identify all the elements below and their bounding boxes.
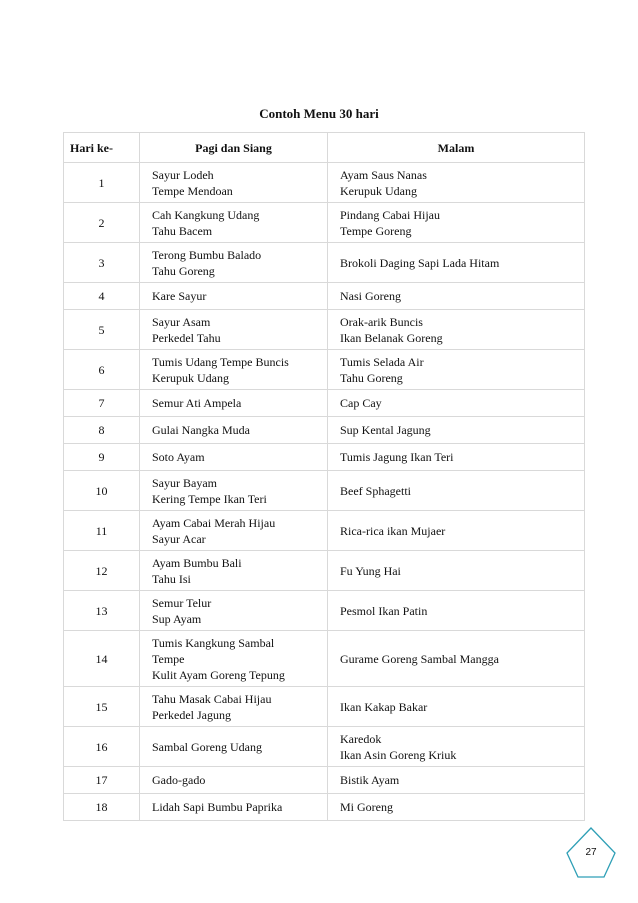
lunch-dish: Gado-gado [152,773,206,787]
dinner-dish: Beef Sphagetti [340,483,411,498]
dinner-cell [328,310,585,350]
day-number-cell: 5 [64,310,140,350]
lunch-dish: Terong Bumbu Balado [152,247,262,262]
lunch-dish: Kerupuk Udang [152,370,229,385]
dinner-dish: Pindang Cabai Hijau [340,207,440,222]
lunch-cell [140,444,328,471]
table-row [64,471,585,511]
day-number-cell: 3 [64,243,140,283]
lunch-dish: Tumis Udang Tempe Buncis [152,354,289,369]
table-row [64,417,585,444]
lunch-cell [140,283,328,310]
dinner-cell [328,283,585,310]
lunch-dish: Tahu Bacem [152,223,213,238]
lunch-dish: Sayur Lodeh [152,167,214,182]
lunch-dish: Soto Ayam [152,450,205,464]
lunch-dish: Kering Tempe Ikan Teri [152,491,267,506]
table-row [64,727,585,767]
day-number-cell: 9 [64,444,140,471]
table-row [64,390,585,417]
dinner-dish: Gurame Goreng Sambal Mangga [340,651,499,666]
dinner-dish: Kerupuk Udang [340,183,417,198]
page-number: 27 [585,847,597,858]
lunch-cell [140,631,328,687]
lunch-cell [140,687,328,727]
dinner-dish: Sup Kental Jagung [340,423,431,437]
table-row [64,631,585,687]
dinner-dish: Brokoli Daging Sapi Lada Hitam [340,255,500,270]
dinner-dish: Cap Cay [340,396,382,410]
lunch-cell [140,163,328,203]
menu-table-body [64,163,585,821]
table-row [64,591,585,631]
lunch-dish: Sup Ayam [152,611,202,626]
dinner-cell [328,350,585,390]
table-row [64,444,585,471]
lunch-dish: Kulit Ayam Goreng Tepung [152,667,285,682]
lunch-dish: Lidah Sapi Bumbu Paprika [152,800,283,814]
day-number-cell: 11 [64,511,140,551]
table-row [64,511,585,551]
dinner-dish: Ikan Kakap Bakar [340,699,428,714]
menu-table [63,132,585,821]
lunch-dish: Sayur Acar [152,531,206,546]
lunch-cell [140,350,328,390]
dinner-dish: Tempe Goreng [340,223,412,238]
day-number-cell: 15 [64,687,140,727]
lunch-dish: Sayur Bayam [152,475,217,490]
dinner-dish: Orak-arik Buncis [340,314,423,329]
lunch-dish: Ayam Cabai Merah Hijau [152,515,276,530]
lunch-cell [140,243,328,283]
lunch-dish: Perkedel Jagung [152,707,231,722]
dinner-cell [328,163,585,203]
dinner-dish: Karedok [340,731,382,746]
dinner-dish: Tumis Selada Air [340,354,424,369]
lunch-dish: Cah Kangkung Udang [152,207,260,222]
dinner-cell [328,444,585,471]
dinner-dish: Fu Yung Hai [340,563,401,578]
dinner-cell [328,417,585,444]
lunch-cell [140,727,328,767]
day-number-cell: 12 [64,551,140,591]
lunch-cell [140,390,328,417]
lunch-cell [140,471,328,511]
day-number-cell: 6 [64,350,140,390]
dinner-cell [328,794,585,821]
day-number-cell: 1 [64,163,140,203]
table-row [64,767,585,794]
day-number-cell: 16 [64,727,140,767]
lunch-cell [140,551,328,591]
day-number-cell: 18 [64,794,140,821]
lunch-dish: Gulai Nangka Muda [152,423,250,437]
dinner-cell [328,511,585,551]
lunch-cell [140,767,328,794]
day-number-cell: 2 [64,203,140,243]
page-title: Contoh Menu 30 hari [259,106,379,121]
lunch-dish: Kare Sayur [152,289,207,303]
dinner-cell [328,591,585,631]
day-number-cell: 17 [64,767,140,794]
lunch-dish: Sambal Goreng Udang [152,739,262,754]
header-day: Hari ke- [64,133,140,163]
table-row [64,350,585,390]
dinner-cell [328,243,585,283]
table-header-row [64,133,585,163]
table-row [64,687,585,727]
dinner-cell [328,203,585,243]
day-number-cell: 13 [64,591,140,631]
dinner-cell [328,471,585,511]
lunch-dish: Ayam Bumbu Bali [152,555,242,570]
dinner-dish: Mi Goreng [340,800,393,814]
dinner-dish: Ikan Belanak Goreng [340,330,443,345]
lunch-cell [140,417,328,444]
lunch-cell [140,203,328,243]
day-number-cell: 4 [64,283,140,310]
table-row [64,203,585,243]
lunch-cell [140,591,328,631]
table-row [64,243,585,283]
dinner-dish: Tahu Goreng [340,370,403,385]
lunch-dish: Sayur Asam [152,314,211,329]
table-row [64,163,585,203]
day-number-cell: 10 [64,471,140,511]
lunch-dish: Tahu Goreng [152,263,215,278]
dinner-cell [328,390,585,417]
lunch-dish: Tumis Kangkung Sambal [152,635,275,650]
day-number-cell: 8 [64,417,140,444]
lunch-dish: Tahu Isi [152,571,191,586]
dinner-dish: Bistik Ayam [340,773,400,787]
dinner-dish: Ayam Saus Nanas [340,167,427,182]
dinner-cell [328,767,585,794]
dinner-cell [328,727,585,767]
dinner-cell [328,631,585,687]
lunch-cell [140,310,328,350]
dinner-dish: Tumis Jagung Ikan Teri [340,450,454,464]
lunch-dish: Semur Telur [152,595,212,610]
lunch-cell [140,511,328,551]
lunch-dish: Tempe [152,651,185,666]
lunch-dish: Semur Ati Ampela [152,396,242,410]
dinner-cell [328,687,585,727]
dinner-cell [328,551,585,591]
table-row [64,283,585,310]
day-number-cell: 14 [64,631,140,687]
dinner-dish: Nasi Goreng [340,289,401,303]
lunch-dish: Tempe Mendoan [152,183,233,198]
header-lunch: Pagi dan Siang [140,133,328,163]
table-row [64,310,585,350]
table-row [64,794,585,821]
lunch-dish: Perkedel Tahu [152,330,221,345]
lunch-cell [140,794,328,821]
dinner-dish: Pesmol Ikan Patin [340,603,428,618]
day-number-cell: 7 [64,390,140,417]
header-dinner: Malam [328,133,585,163]
dinner-dish: Rica-rica ikan Mujaer [340,523,446,538]
table-row [64,551,585,591]
lunch-dish: Tahu Masak Cabai Hijau [152,691,272,706]
dinner-dish: Ikan Asin Goreng Kriuk [340,747,457,762]
